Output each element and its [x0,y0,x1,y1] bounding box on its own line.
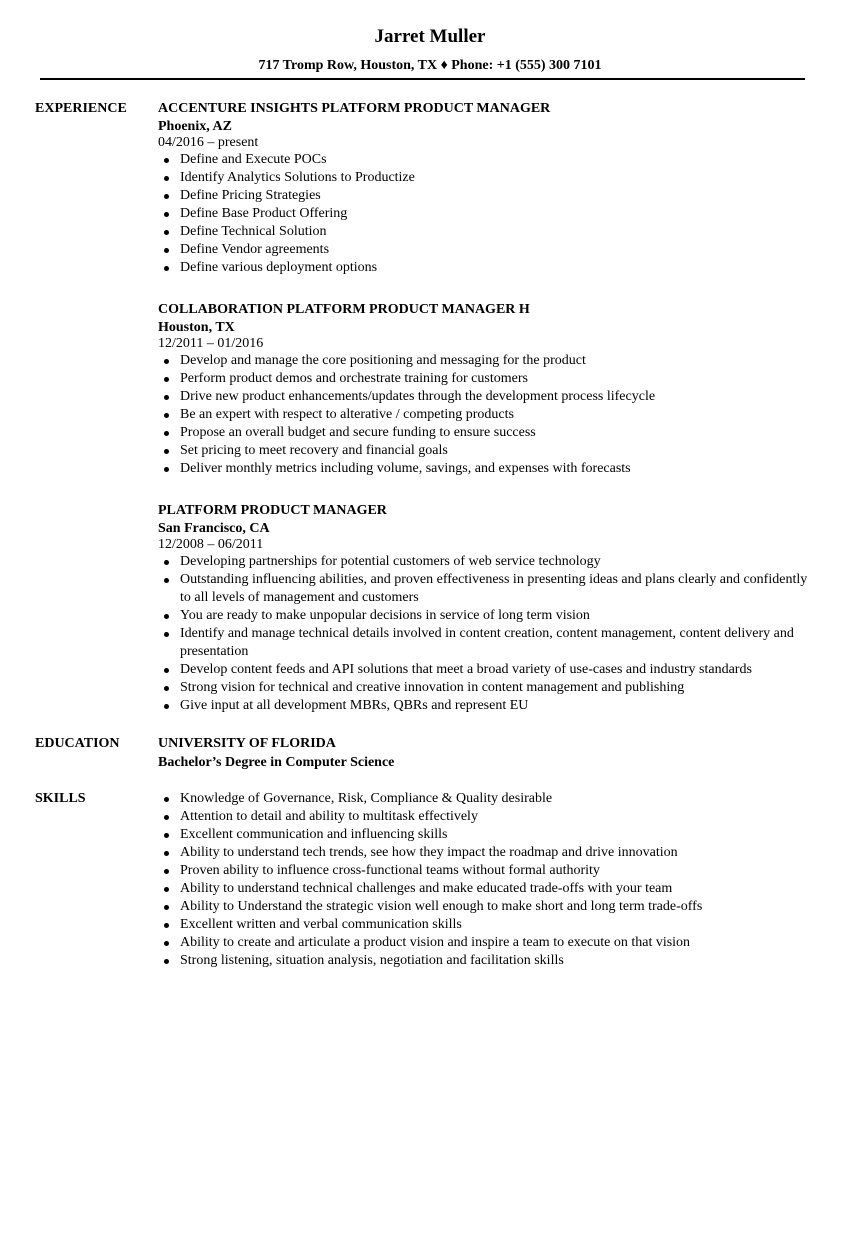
bullet-dot-icon [164,851,169,856]
bullet-dot-icon [164,704,169,709]
candidate-name: Jarret Muller [374,26,486,47]
job-title: ACCENTURE INSIGHTS PLATFORM PRODUCT MANAGER [158,101,551,116]
bullet-dot-icon [164,449,169,454]
skill-text: Ability to understand tech trends, see how they impact the roadmap and drive innovation [180,845,678,860]
education-heading: EDUCATION [35,736,120,751]
skill-item [180,826,820,844]
job-bullets [158,151,820,277]
bullet-item [180,241,820,259]
bullet-dot-icon [164,176,169,181]
bullet-item [180,352,820,370]
school-name: UNIVERSITY OF FLORIDA [158,736,336,751]
skill-text: Knowledge of Governance, Risk, Compliance & Quality desirable [180,791,553,806]
bullet-dot-icon [164,212,169,217]
bullet-dot-icon [164,377,169,382]
bullet-text: Give input at all development MBRs, QBRs and represent EU [180,698,529,713]
bullet-text: Identify and manage technical details involved in content creation, content management, content delivery and presentation [180,626,794,659]
bullet-dot-icon [164,194,169,199]
bullet-text: Define Technical Solution [180,224,327,239]
skill-text: Excellent communication and influencing skills [180,827,448,842]
bullet-item [180,460,820,478]
resume-header [0,0,860,75]
job-bullets [158,553,820,715]
job-location: Houston, TX [158,320,235,335]
bullet-dot-icon [164,905,169,910]
skills-heading: SKILLS [35,791,86,806]
job-title: COLLABORATION PLATFORM PRODUCT MANAGER H [158,302,530,317]
skill-item [180,934,820,952]
bullet-text: Strong vision for technical and creative innovation in content management and publishing [180,680,685,695]
skill-text: Proven ability to influence cross-functional teams without formal authority [180,863,600,878]
bullet-dot-icon [164,686,169,691]
job-location: Phoenix, AZ [158,119,232,134]
bullet-text: Deliver monthly metrics including volume, savings, and expenses with forecasts [180,461,631,476]
skill-text: Attention to detail and ability to multitask effectively [180,809,478,824]
skill-item [180,844,820,862]
skills-section [0,790,860,970]
bullet-text: Developing partnerships for potential customers of web service technology [180,554,601,569]
bullet-item [180,424,820,442]
skill-text: Strong listening, situation analysis, negotiation and facilitation skills [180,953,564,968]
bullet-dot-icon [164,668,169,673]
skill-item [180,916,820,934]
bullet-dot-icon [164,941,169,946]
bullet-dot-icon [164,815,169,820]
bullet-text: Define various deployment options [180,260,378,275]
bullet-text: Develop content feeds and API solutions that meet a broad variety of use-cases and industry standards [180,662,752,677]
bullet-dot-icon [164,869,169,874]
skill-text: Excellent written and verbal communication skills [180,917,462,932]
bullet-item [180,679,820,697]
skill-item [180,862,820,880]
bullet-item [180,370,820,388]
bullet-item [180,442,820,460]
bullet-dot-icon [164,158,169,163]
bullet-text: Be an expert with respect to alterative / competing products [180,407,514,422]
skill-text: Ability to create and articulate a product vision and inspire a team to execute on that vision [180,935,691,950]
degree: Bachelor’s Degree in Computer Science [158,755,395,770]
bullet-text: Identify Analytics Solutions to Productize [180,170,415,185]
bullet-dot-icon [164,266,169,271]
bullet-item [180,169,820,187]
bullet-dot-icon [164,413,169,418]
bullet-item [180,625,820,661]
job-entry [158,502,820,715]
bullet-dot-icon [164,248,169,253]
header-divider [40,78,805,80]
skill-item [180,790,820,808]
bullet-item [180,571,820,607]
bullet-text: Propose an overall budget and secure funding to ensure success [180,425,536,440]
skill-text: Ability to understand technical challenges and make educated trade-offs with your team [180,881,673,896]
skill-item [180,952,820,970]
bullet-dot-icon [164,923,169,928]
job-bullets [158,352,820,478]
skill-text: Ability to Understand the strategic vision well enough to make short and long term trade-offs [180,899,703,914]
bullet-text: Perform product demos and orchestrate training for customers [180,371,528,386]
job-location: San Francisco, CA [158,521,270,536]
education-section [0,735,860,773]
bullet-text: Develop and manage the core positioning and messaging for the product [180,353,586,368]
experience-section [0,100,860,715]
bullet-dot-icon [164,578,169,583]
bullet-dot-icon [164,632,169,637]
bullet-text: Define Base Product Offering [180,206,348,221]
bullet-text: Define and Execute POCs [180,152,327,167]
bullet-item [180,388,820,406]
bullet-text: Define Pricing Strategies [180,188,321,203]
bullet-dot-icon [164,797,169,802]
bullet-dot-icon [164,614,169,619]
bullet-dot-icon [164,959,169,964]
bullet-dot-icon [164,833,169,838]
bullet-item [180,151,820,169]
bullet-item [180,187,820,205]
bullet-text: Outstanding influencing abilities, and proven effectiveness in presenting ideas and plans clearly and confidently to all levels of management and customers [180,572,808,605]
bullet-dot-icon [164,431,169,436]
skill-item [180,808,820,826]
bullet-item [180,607,820,625]
skill-item [180,898,820,916]
bullet-dot-icon [164,887,169,892]
bullet-item [180,205,820,223]
bullet-item [180,259,820,277]
bullet-dot-icon [164,467,169,472]
bullet-dot-icon [164,395,169,400]
skills-list [158,790,820,970]
bullet-dot-icon [164,230,169,235]
experience-heading: EXPERIENCE [35,101,127,116]
experience-list [158,100,820,715]
bullet-item [180,223,820,241]
bullet-text: Set pricing to meet recovery and financial goals [180,443,448,458]
bullet-item [180,553,820,571]
job-entry [158,100,820,277]
job-dates: 12/2008 – 06/2011 [158,537,264,552]
bullet-text: Define Vendor agreements [180,242,330,257]
skill-item [180,880,820,898]
job-entry [158,301,820,478]
bullet-item [180,661,820,679]
bullet-item [180,406,820,424]
bullet-text: Drive new product enhancements/updates through the development process lifecycle [180,389,656,404]
bullet-item [180,697,820,715]
job-dates: 12/2011 – 01/2016 [158,336,264,351]
job-dates: 04/2016 – present [158,135,259,150]
bullet-text: You are ready to make unpopular decisions in service of long term vision [180,608,590,623]
job-title: PLATFORM PRODUCT MANAGER [158,503,387,518]
contact-line: 717 Tromp Row, Houston, TX ♦ Phone: +1 (555) 300 7101 [258,58,602,73]
bullet-dot-icon [164,560,169,565]
bullet-dot-icon [164,359,169,364]
